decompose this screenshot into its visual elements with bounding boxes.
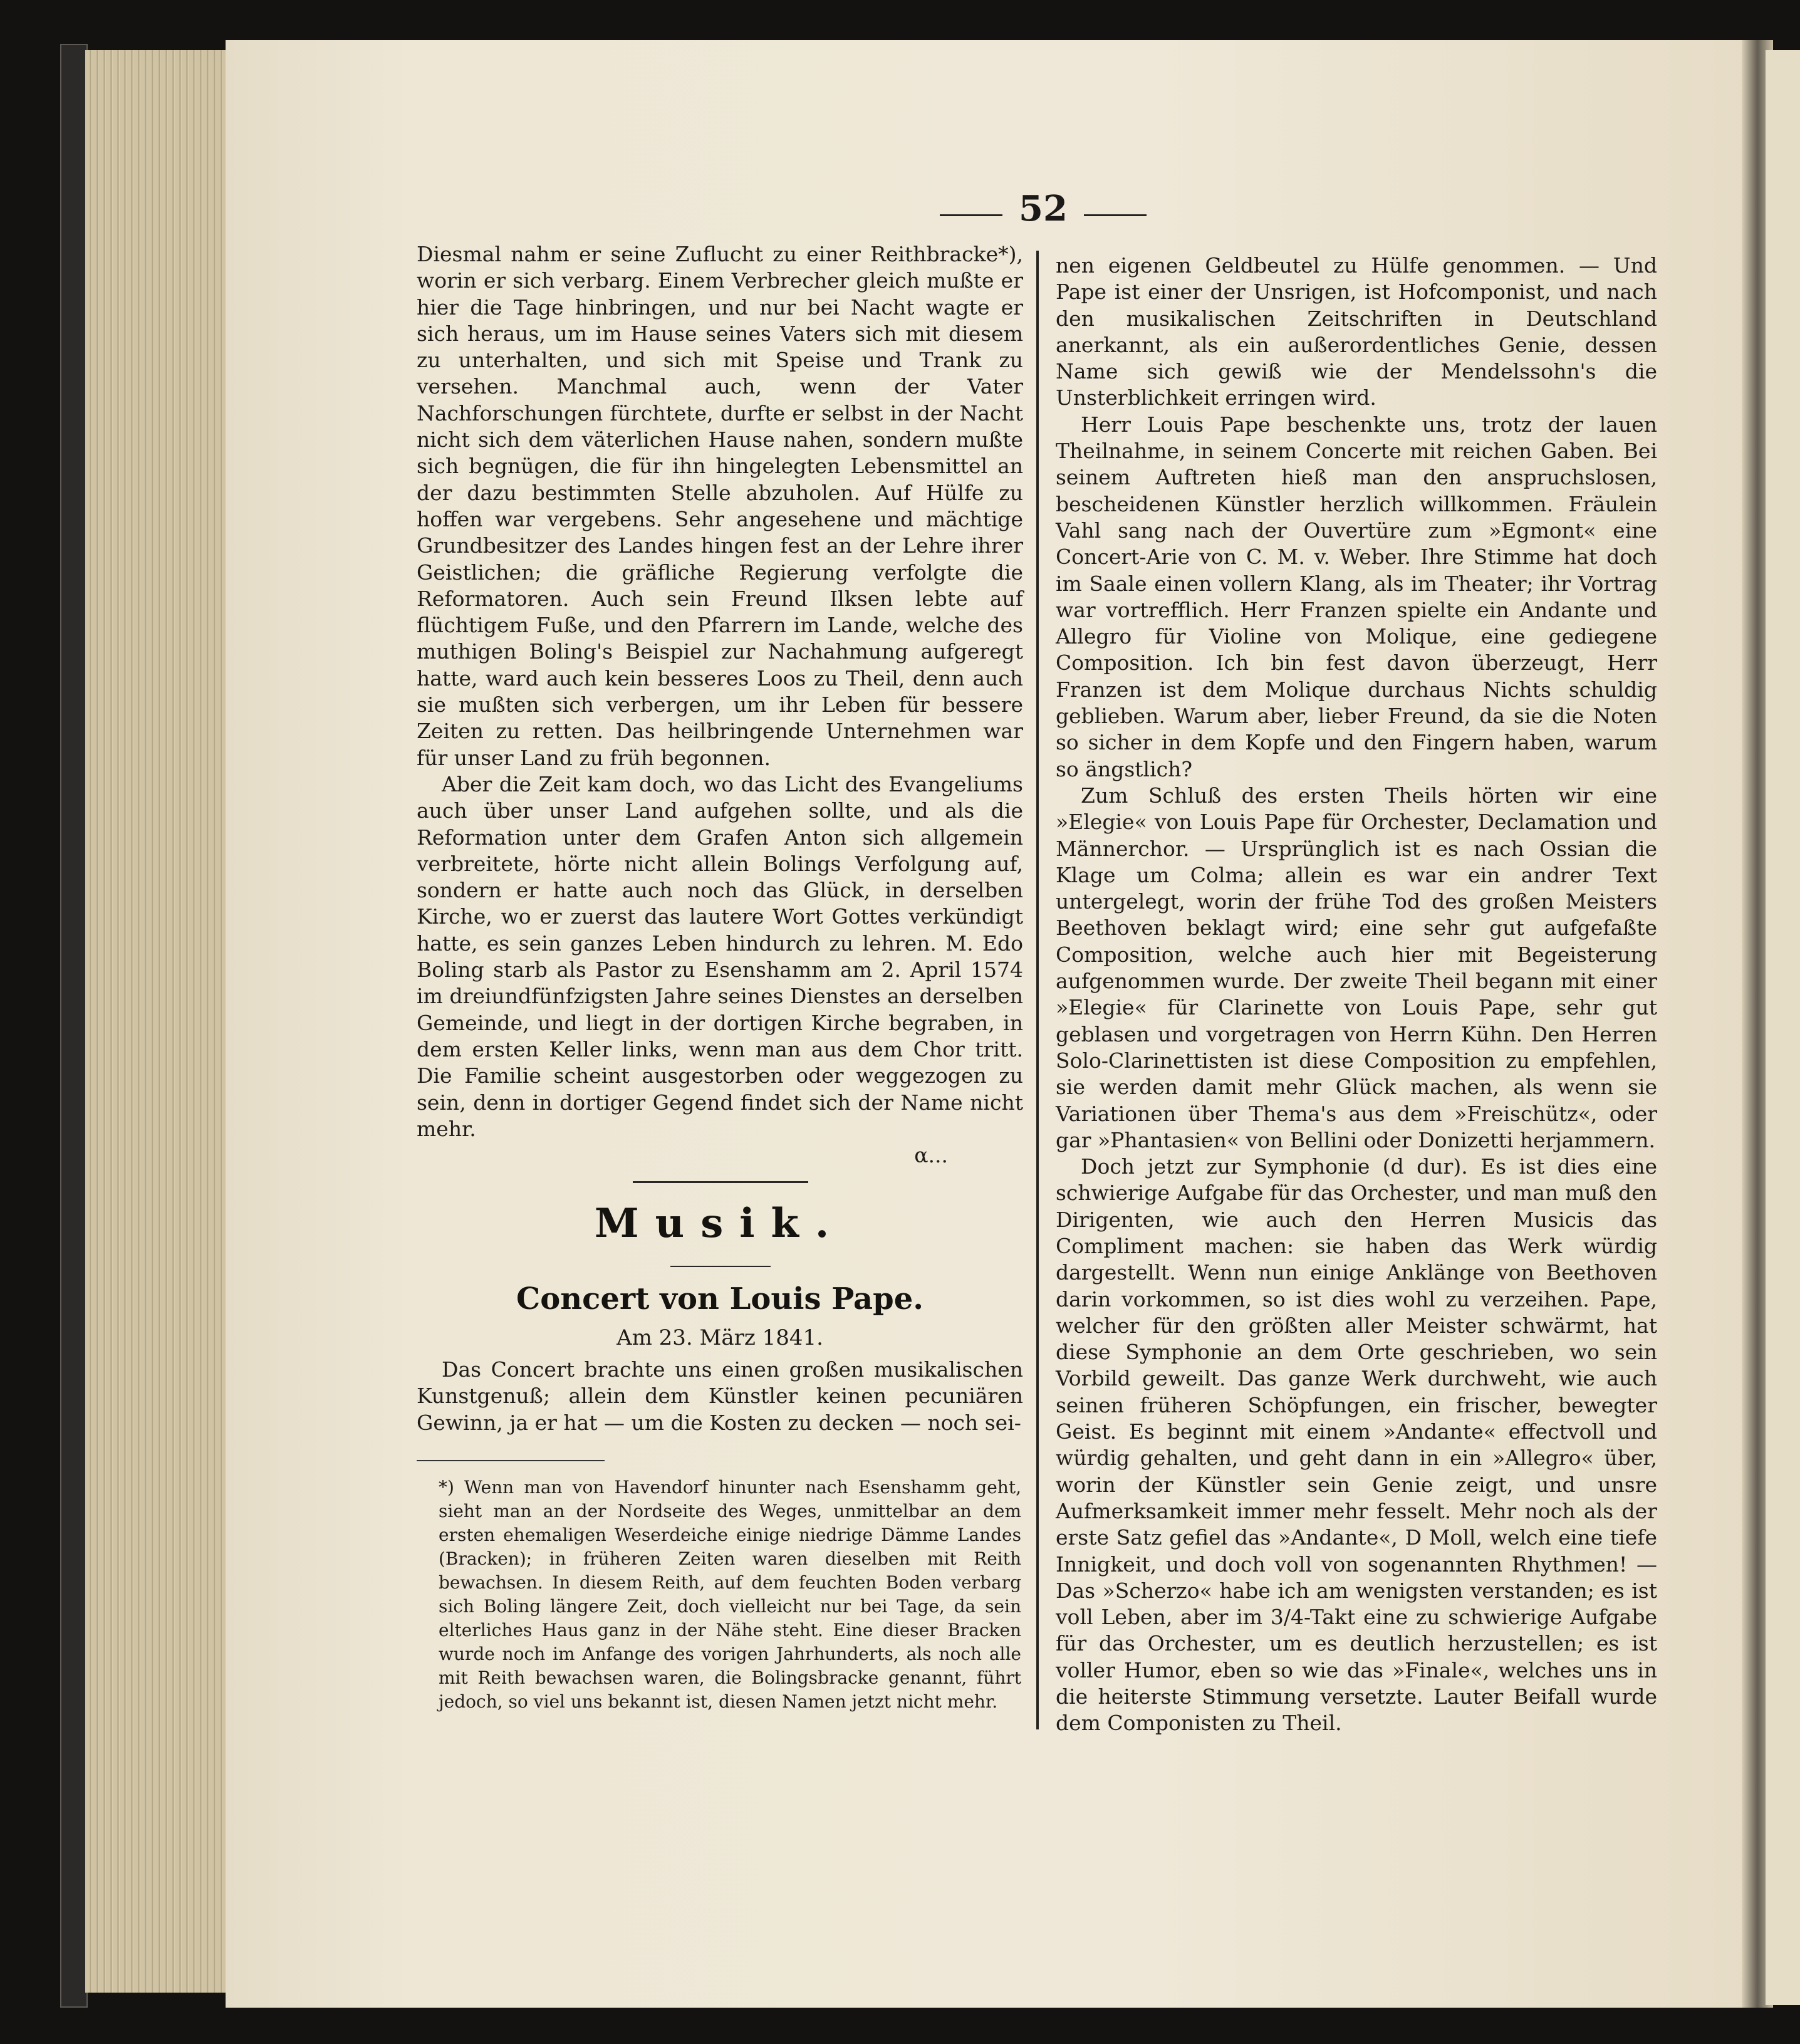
page-edges: [85, 50, 229, 1993]
footnote: [439, 1476, 1021, 1714]
right-column: [1056, 253, 1657, 1737]
page-header: [940, 188, 1147, 238]
article-intro: Das Concert brachte uns einen großen musikalischen Kunstgenuß; allein dem Künstler keinen pecuniären Gewinn, ja er hat — um die Kosten zu decken — noch sei-: [417, 1357, 1023, 1435]
footnote-rule: [417, 1460, 605, 1461]
header-rule-right: [1084, 214, 1147, 216]
section-title: Musik.: [594, 1200, 846, 1247]
page-number: 52: [1019, 188, 1068, 229]
facing-page-edge: [1766, 50, 1800, 2005]
section-rule-top: [633, 1181, 808, 1183]
footnote-text: *) Wenn man von Havendorf hinunter nach Esenshamm geht, sieht man an der Nordseite des Weges, unmittelbar an dem ersten ehemaligen Weserdeiche einige niedrige Dämme Landes (Bracken); in früheren Zeiten waren dieselben mit Reith bewachsen. In diesem Reith, auf dem feuchten Boden verbarg sich Boling längere Zeit, doch vielleicht nur bei Tage, da sein elterliches Haus ganz in der Nähe steht. Eine dieser Bracken wurde noch im Anfange des vorigen Jahrhunderts, als noch alle mit Reith bewachsen waren, die Bolingsbracke genannt, führt jedoch, so viel uns bekannt ist, diesen Namen jetzt nicht mehr.: [439, 1477, 1021, 1712]
right-paragraph-3: Zum Schluß des ersten Theils hörten wir eine »Elegie« von Louis Pape für Orchester, Declamation und Männerchor. — Ursprünglich ist es nach Ossian die Klage um Colma; allein es war ein andrer Text untergelegt, worin der frühe Tod des großen Meisters Beethoven beklagt wird; eine sehr gut aufgefaßte Composition, welche auch hier mit Begeisterung aufgenommen wurde. Der zweite Theil begann mit einer »Elegie« für Clarinette von Louis Pape, sehr gut geblasen und vorgetragen von Herrn Kühn. Den Herren Solo-Clarinettisten ist diese Composition zu empfehlen, sie werden damit mehr Glück machen, als wenn sie Variationen über Thema's aus dem »Freischütz«, oder gar »Phantasien« von Bellini oder Donizetti herjammern.: [1056, 783, 1657, 1152]
column-divider: [1036, 251, 1039, 1729]
article-intro-block: [417, 1357, 1023, 1436]
right-paragraph-4: Doch jetzt zur Symphonie (d dur). Es ist dies eine schwierige Aufgabe für das Orchester, und man muß den Dirigenten, wie auch den Herren Musicis das Compliment machen: sie haben das Werk würdig dargestellt. Wenn nun einige Anklänge von Beethoven darin vorkommen, so ist dies wohl zu verzeihen. Pape, welcher für den größten aller Meister schwärmt, hat diese Symphonie an dem Orte geschrieben, wo sein Vorbild geweilt. Das ganze Werk durchweht, wie auch seinen früheren Schöpfungen, ein frischer, bewegter Geist. Es beginnt mit einem »Andante« effectvoll und würdig gehalten, und geht dann in ein »Allegro« über, worin der Künstler sein Genie zeigt, und unsre Aufmerksamkeit immer mehr fesselt. Mehr noch als der erste Satz gefiel das »Andante«, D Moll, welch eine tiefe Innigkeit, und doch voll von sogenannten Rhythmen! — Das »Scherzo« habe ich am wenigsten verstanden; es ist voll Leben, aber im 3/4-Takt eine zu schwierige Aufgabe für das Orchester, um es deutlich herzustellen; es ist voller Humor, eben so wie das »Finale«, welches uns in die heiterste Stimmung versetzte. Lauter Beifall wurde dem Componisten zu Theil.: [1056, 1154, 1657, 1736]
right-paragraph-2: Herr Louis Pape beschenkte uns, trotz der lauen Theilnahme, in seinem Concerte mit reichen Gaben. Bei seinem Auftreten hieß man den anspruchslosen, bescheidenen Künstler herzlich willkommen. Fräulein Vahl sang nach der Ouvertüre zum »Egmont« eine Concert-Arie von C. M. v. Weber. Ihre Stimme hat doch im Saale einen vollern Klang, als im Theater; ihr Vortrag war vortrefflich. Herr Franzen spielte ein Andante und Allegro für Violine von Molique, eine gediegene Composition. Ich bin fest davon überzeugt, Herr Franzen ist dem Molique durchaus Nichts schuldig geblieben. Warum aber, lieber Freund, da sie die Noten so sicher in dem Kopfe und den Fingern haben, warum so ängstlich?: [1056, 412, 1657, 781]
book-cover-edge: [60, 44, 88, 2008]
article-title: Concert von Louis Pape.: [516, 1281, 923, 1317]
signature: α...: [914, 1143, 948, 1168]
section-rule-bottom: [670, 1266, 771, 1267]
article-date: Am 23. März 1841.: [616, 1325, 823, 1350]
header-rule-left: [940, 214, 1002, 216]
right-paragraph-1: nen eigenen Geldbeutel zu Hülfe genommen. — Und Pape ist einer der Unsrigen, ist Hofcomponist, und nach den musikalischen Zeitschriften in Deutschland anerkannt, als ein außerordentliches Genie, dessen Name sich gewiß wie der Mendelssohn's die Unsterblichkeit erringen wird.: [1056, 253, 1657, 410]
left-paragraph-2: Aber die Zeit kam doch, wo das Licht des Evangeliums auch über unser Land aufgehen sollte, und als die Reformation unter dem Grafen Anton sich allgemein verbreitete, hörte nicht allein Bolings Verfolgung auf, sondern er hatte auch noch das Glück, in derselben Kirche, wo er zuerst das lautere Wort Gottes verkündigt hatte, es sein ganzes Leben hindurch zu lehren. M. Edo Boling starb als Pastor zu Esenshamm am 2. April 1574 im dreiundfünfzigsten Jahre seines Dienstes an derselben Gemeinde, und liegt in der dortigen Kirche begraben, in dem ersten Keller links, wenn man aus dem Chor tritt. Die Familie scheint ausgestorben oder weggezogen zu sein, denn in dortiger Gegend findet sich der Name nicht mehr.: [417, 771, 1023, 1141]
left-column: [417, 241, 1023, 1169]
left-paragraph-1: Diesmal nahm er seine Zuflucht zu einer Reithbracke*), worin er sich verbarg. Einem Verbrecher gleich mußte er hier die Tage hinbringen, und nur bei Nacht wagte er sich heraus, um im Hause seines Vaters sich mit diesem zu unterhalten, und sich mit Speise und Trank zu versehen. Manchmal auch, wenn der Vater Nachforschungen fürchtete, durfte er selbst in der Nacht nicht sich dem väterlichen Hause nahen, sondern mußte sich begnügen, die für ihn hingelegten Lebensmittel an der dazu bestimmten Stelle abzuholen. Auf Hülfe zu hoffen war vergebens. Sehr angesehene und mächtige Grundbesitzer des Landes hingen fest an der Lehre ihrer Geistlichen; die gräfliche Regierung verfolgte die Reformatoren. Auch sein Freund Ilksen lebte auf flüchtigem Fuße, und den Pfarrern im Lande, welche des muthigen Boling's Beispiel zur Nachahmung aufgeregt hatte, ward auch kein besseres Loos zu Theil, denn auch sie mußten sich verbergen, um ihr Leben für bessere Zeiten zu retten. Das heilbringende Unternehmen war für unser Land zu früh begonnen.: [417, 242, 1023, 770]
